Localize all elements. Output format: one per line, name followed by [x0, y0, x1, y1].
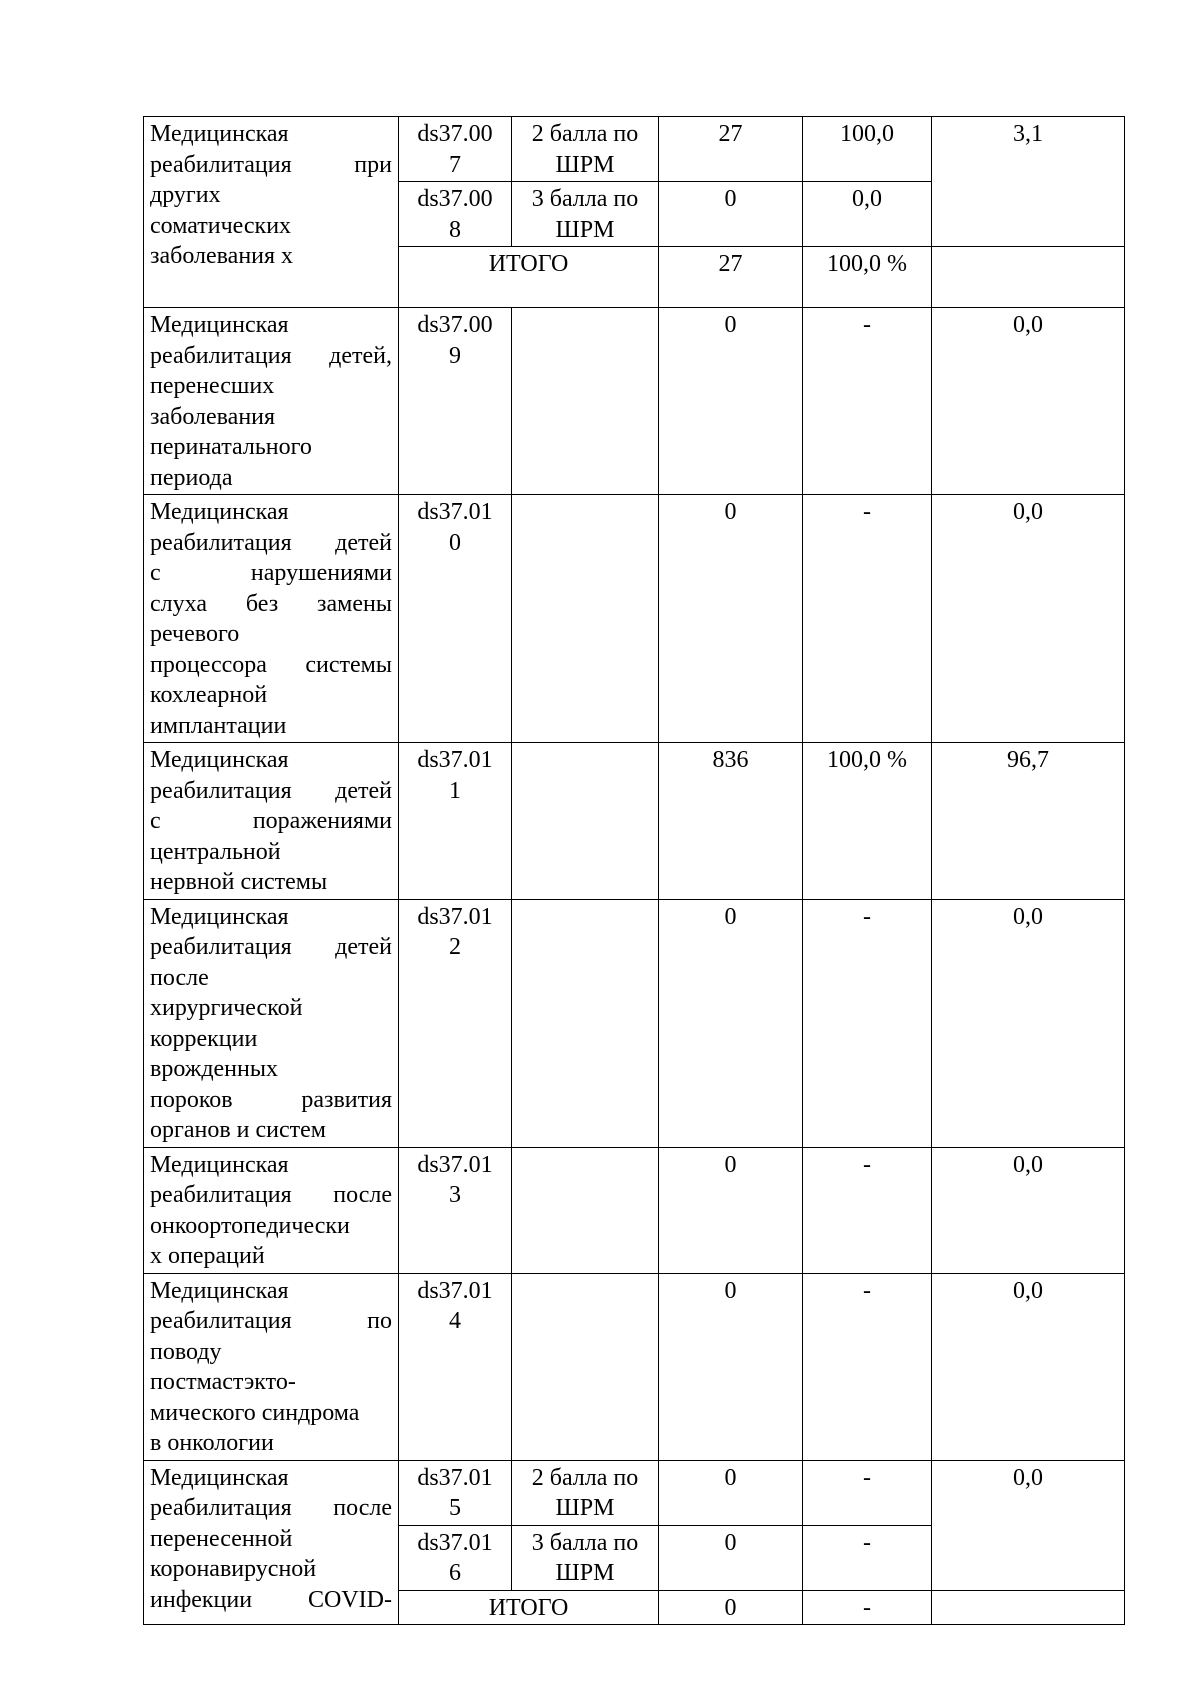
- table-row: [144, 495, 1125, 743]
- count-cell: 0: [659, 308, 803, 495]
- code-text: 9: [449, 342, 461, 369]
- count-cell: 27: [659, 117, 803, 182]
- name-line: коронавирусной: [150, 1556, 317, 1582]
- code-text: ds37.01: [417, 499, 493, 525]
- code-cell: [399, 1525, 512, 1590]
- code-text: ds37.01: [417, 747, 493, 773]
- name-line: центральной: [150, 838, 281, 865]
- percent-cell: -: [803, 1525, 932, 1590]
- code-cell: [399, 899, 512, 1147]
- code-text: 7: [449, 151, 461, 178]
- name-line: реабилитация после: [150, 1182, 392, 1208]
- name-line: мического синдрома: [150, 1399, 360, 1426]
- count-cell: 0: [659, 1273, 803, 1460]
- code-cell: [399, 1147, 512, 1273]
- rehabilitation-table: [143, 116, 1125, 1625]
- name-line: речевого: [150, 621, 240, 647]
- count-cell: 0: [659, 1147, 803, 1273]
- share-cell: [932, 1590, 1125, 1625]
- name-line: других: [150, 182, 221, 208]
- name-line: в онкологии: [150, 1430, 274, 1456]
- total-label-cell: ИТОГО: [399, 1590, 659, 1625]
- percent-cell: -: [803, 1273, 932, 1460]
- share-cell: 0,0: [932, 308, 1125, 495]
- code-cell: [399, 743, 512, 900]
- name-line: перенесших: [150, 373, 275, 399]
- percent-cell: -: [803, 1590, 932, 1625]
- name-line: х операций: [150, 1243, 265, 1269]
- code-text: ds37.01: [417, 1277, 493, 1304]
- name-line: нервной системы: [150, 869, 328, 895]
- name-line: реабилитация по: [150, 1308, 392, 1334]
- count-cell: 0: [659, 899, 803, 1147]
- name-line: периода: [150, 464, 233, 491]
- name-line: Медицинская: [150, 903, 289, 930]
- criterion-cell: [512, 1273, 659, 1460]
- total-label-cell: ИТОГО: [399, 247, 659, 308]
- name-line: коррекции: [150, 1025, 258, 1052]
- name-line: инфекции COVID-: [150, 1586, 392, 1613]
- code-text: 1: [449, 777, 461, 804]
- name-line: перинатального: [150, 434, 312, 460]
- name-line: Медицинская: [150, 312, 289, 338]
- percent-cell: -: [803, 899, 932, 1147]
- share-cell: 0,0: [932, 495, 1125, 743]
- percent-cell: -: [803, 495, 932, 743]
- name-line: Медицинская: [150, 121, 289, 147]
- table-row: [144, 308, 1125, 495]
- code-text: ds37.00: [417, 312, 493, 338]
- percent-cell: 100,0 %: [803, 247, 932, 308]
- code-cell: [399, 1460, 512, 1525]
- table-row: [144, 1273, 1125, 1460]
- code-cell: [399, 495, 512, 743]
- code-text: 5: [449, 1495, 461, 1521]
- name-line: реабилитация детей: [150, 934, 392, 960]
- name-line: с нарушениями: [150, 560, 392, 586]
- name-line: соматических: [150, 212, 292, 239]
- name-line: Медицинская: [150, 1464, 289, 1491]
- share-cell: 3,1: [932, 117, 1125, 247]
- row-name-cell: [144, 1460, 399, 1625]
- name-line: кохлеарной: [150, 682, 268, 708]
- row-name-cell: [144, 1147, 399, 1273]
- count-cell: 0: [659, 495, 803, 743]
- criterion-cell: [512, 743, 659, 900]
- name-line: имплантации: [150, 712, 287, 739]
- table-row: [144, 743, 1125, 900]
- percent-cell: 100,0: [803, 117, 932, 182]
- percent-cell: 100,0 %: [803, 743, 932, 900]
- name-line: заболевания х: [150, 243, 294, 269]
- name-line: Медицинская: [150, 499, 289, 525]
- name-line: Медицинская: [150, 1151, 289, 1178]
- table-row: [144, 1147, 1125, 1273]
- count-cell: 0: [659, 1590, 803, 1625]
- percent-cell: -: [803, 1460, 932, 1525]
- code-text: 4: [449, 1308, 461, 1334]
- table-row: [144, 1460, 1125, 1525]
- name-line: онкоортопедически: [150, 1212, 350, 1239]
- name-line: реабилитация при: [150, 151, 392, 178]
- table-row: [144, 899, 1125, 1147]
- name-line: хирургической: [150, 995, 303, 1021]
- table-row: [144, 117, 1125, 182]
- code-text: ds37.00: [417, 121, 493, 147]
- name-line: процессора системы: [150, 651, 392, 678]
- criterion-cell: [512, 899, 659, 1147]
- percent-cell: 0,0: [803, 182, 932, 247]
- row-name-cell: [144, 1273, 399, 1460]
- count-cell: 27: [659, 247, 803, 308]
- name-line: слуха без замены: [150, 590, 392, 617]
- name-line: Медицинская: [150, 1277, 289, 1304]
- code-cell: [399, 117, 512, 182]
- code-text: ds37.01: [417, 1151, 493, 1178]
- name-line: органов и систем: [150, 1117, 326, 1143]
- criterion-cell: 3 балла по ШРМ: [512, 1525, 659, 1590]
- code-text: 3: [449, 1182, 461, 1208]
- criterion-cell: [512, 495, 659, 743]
- criterion-cell: [512, 1147, 659, 1273]
- name-line: Медицинская: [150, 747, 289, 773]
- code-text: ds37.01: [417, 903, 493, 930]
- name-line: врожденных: [150, 1056, 278, 1082]
- share-cell: 0,0: [932, 1147, 1125, 1273]
- row-name-cell: [144, 899, 399, 1147]
- row-name-cell: [144, 495, 399, 743]
- code-cell: [399, 1273, 512, 1460]
- code-text: ds37.01: [417, 1464, 493, 1491]
- name-line: реабилитация детей: [150, 529, 392, 556]
- code-cell: [399, 308, 512, 495]
- percent-cell: -: [803, 1147, 932, 1273]
- name-line: перенесенной: [150, 1525, 293, 1552]
- share-cell: 0,0: [932, 1460, 1125, 1590]
- name-line: поводу: [150, 1338, 222, 1365]
- share-cell: [932, 247, 1125, 308]
- share-cell: 0,0: [932, 899, 1125, 1147]
- row-name-cell: [144, 117, 399, 308]
- name-line: реабилитация детей,: [150, 342, 392, 369]
- row-name-cell: [144, 308, 399, 495]
- code-text: 0: [449, 529, 461, 556]
- code-cell: [399, 182, 512, 247]
- name-line: реабилитация после: [150, 1495, 392, 1521]
- row-name-cell: [144, 743, 399, 900]
- share-cell: 96,7: [932, 743, 1125, 900]
- count-cell: 836: [659, 743, 803, 900]
- name-line: заболевания: [150, 403, 276, 430]
- share-cell: 0,0: [932, 1273, 1125, 1460]
- criterion-cell: 2 балла по ШРМ: [512, 117, 659, 182]
- code-text: ds37.01: [417, 1529, 493, 1556]
- count-cell: 0: [659, 1525, 803, 1590]
- count-cell: 0: [659, 182, 803, 247]
- code-text: 2: [449, 934, 461, 960]
- percent-cell: -: [803, 308, 932, 495]
- name-line: с поражениями: [150, 808, 392, 834]
- criterion-cell: [512, 308, 659, 495]
- code-text: 6: [449, 1560, 461, 1586]
- count-cell: 0: [659, 1460, 803, 1525]
- criterion-cell: 2 балла по ШРМ: [512, 1460, 659, 1525]
- name-line: реабилитация детей: [150, 777, 392, 804]
- name-line: пороков развития: [150, 1086, 392, 1113]
- code-text: 8: [449, 216, 461, 243]
- name-line: постмастэкто-: [150, 1369, 296, 1395]
- code-text: ds37.00: [417, 186, 493, 212]
- name-line: после: [150, 964, 209, 991]
- criterion-cell: 3 балла по ШРМ: [512, 182, 659, 247]
